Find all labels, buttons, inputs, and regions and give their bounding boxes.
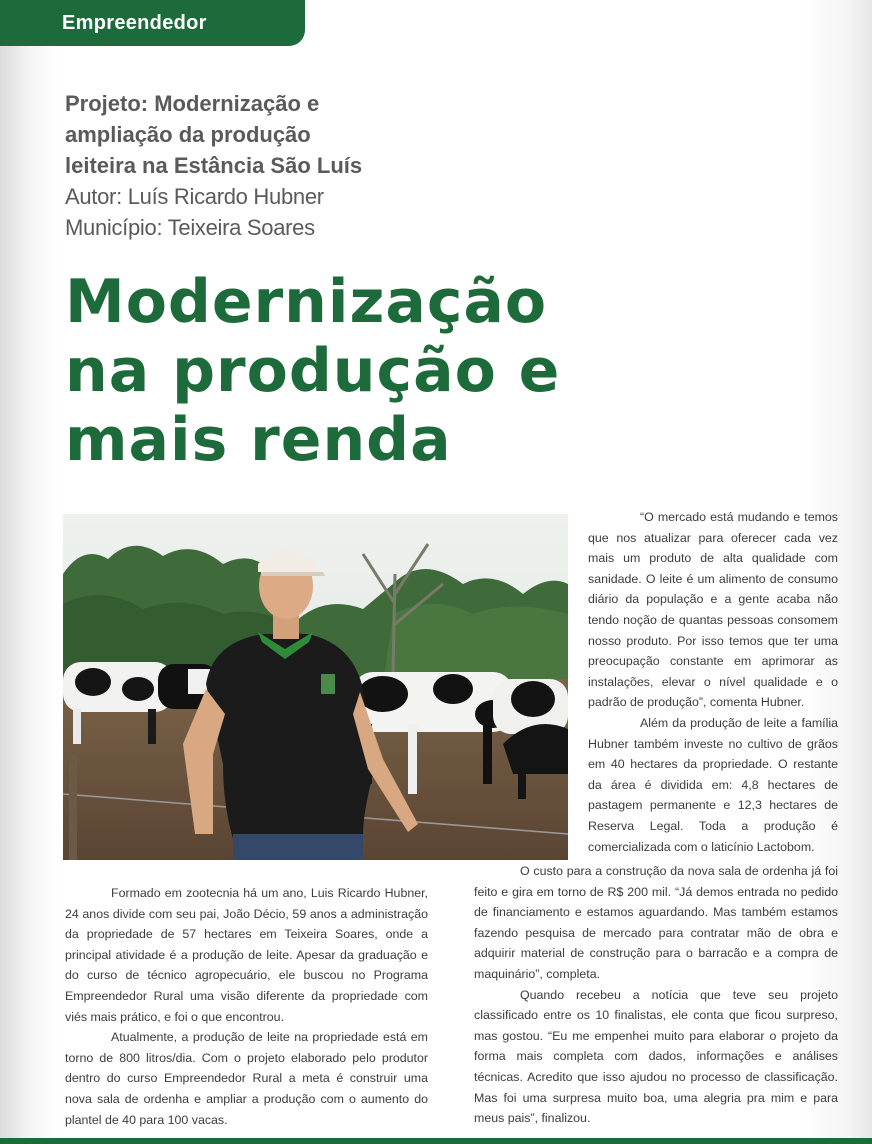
project-info	[65, 88, 362, 243]
article-column-right	[588, 507, 838, 857]
project-title-line-3: leiteira na Estância São Luís	[65, 153, 363, 178]
city-name: Teixeira Soares	[167, 215, 315, 240]
project-city	[65, 212, 362, 243]
author-name: Luís Ricardo Hubner	[127, 184, 324, 209]
headline-line-1: Modernização	[65, 267, 548, 337]
article-photo	[63, 514, 568, 860]
farmer-with-cows-image	[63, 514, 568, 860]
headline-line-3: mais renda	[65, 405, 452, 475]
headline-line-2: na produção e	[65, 336, 561, 406]
paragraph: Além da produção de leite a família Hubner também investe no cultivo de grãos em 40 hectares da propriedade. O restante da área é dividida em: 4,8 hectares de pastagem permanente e 12,3 hectares de Reserva Legal. Toda a produção é comercializada com o laticínio Lactobom.	[588, 715, 838, 854]
article-headline	[65, 268, 560, 475]
author-label: Autor:	[65, 184, 128, 209]
section-tab-label: Empreendedor	[62, 12, 207, 34]
paragraph: Formado em zootecnia há um ano, Luis Ricardo Hubner, 24 anos divide com seu pai, João Décio, 59 anos a administração da propriedade de 57 hectares em Teixeira Soares, onde a principal atividade é a produção de leite. Apesar da graduação e do curso de técnico agropecuário, ele buscou no Programa Empreendedor Rural uma visão diferente da propriedade com viés mais prático, e foi o que encontrou.	[65, 886, 428, 1024]
article-column-bottom-right	[474, 861, 838, 1129]
article-column-bottom-left	[65, 883, 428, 1130]
page-bottom-rule	[0, 1138, 872, 1144]
section-tab	[0, 0, 305, 46]
paragraph: Atualmente, a produção de leite na propriedade está em torno de 800 litros/dia. Com o projeto elaborado pelo produtor dentro do curso Empreendedor Rural a meta é construir uma nova sala de ordenha e ampliar a produção com o aumento do plantel de 40 para 100 vacas.	[65, 1030, 428, 1127]
city-label: Município:	[65, 215, 168, 240]
project-author	[65, 181, 362, 212]
project-title-line-1: Projeto: Modernização e	[65, 91, 320, 116]
project-title-line-2: ampliação da produção	[65, 122, 311, 147]
paragraph: “O mercado está mudando e temos que nos atualizar para oferecer cada vez mais um produto de alta qualidade com sanidade. O leite é um alimento de consumo diário da população e a gente acaba não tendo noção de quantas pessoas consomem nosso produto. Por isso temos que ter uma preocupação constante em aprimorar as instalações, elevar o nível qualidade e o padrão de produção”, comenta Hubner.	[588, 510, 838, 710]
paragraph: Quando recebeu a notícia que teve seu projeto classificado entre os 10 finalistas, ele conta que ficou surpreso, mas gostou. “Eu me empenhei muito para elaborar o projeto da forma mais completa com dados, informações e análises técnicas. Acredito que isso ajudou no processo de classificação. Mas foi uma surpresa muito boa, uma alegria pra mim e para meus pais”, finalizou.	[474, 987, 838, 1126]
paragraph: O custo para a construção da nova sala de ordenha já foi feito e gira em torno de R$ 200 mil. “Já demos entrada no pedido de financiamento e estamos aguardando. Mas também estamos fazendo pesquisa de mercado para contratar mão de obra e adquirir material de construção para o barracão e a compra de maquinário”, completa.	[474, 864, 838, 981]
